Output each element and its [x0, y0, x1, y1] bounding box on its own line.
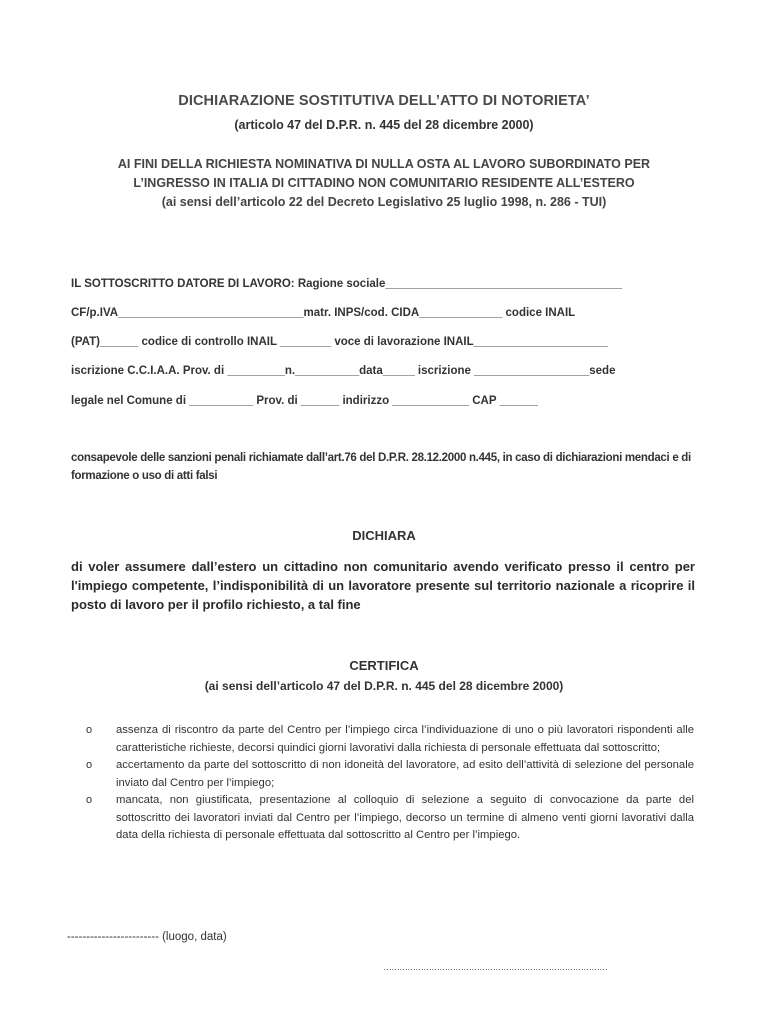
form-line-cf: CF/p.IVA_____________________________matr. INPS/cod. CIDA_____________ codice INAIL — [71, 307, 576, 319]
signature-line: ………………………………………………………………………… — [383, 962, 607, 972]
form-line-employer: IL SOTTOSCRITTO DATORE DI LAVORO: Ragione sociale_____________________________________ — [71, 278, 623, 290]
form-line-pat: (PAT)______ codice di controllo INAIL ________ voce di lavorazione INAIL_____________________ — [71, 336, 608, 348]
list-item — [86, 757, 694, 792]
certifica-list — [86, 722, 694, 845]
place-date-field: ------------------------ (luogo, data) — [67, 931, 227, 943]
dichiara-text: di voler assumere dall’estero un cittadino non comunitario avendo verificato presso il centro per l'impiego competente, l’indisponibilità di un lavoratore presente sul territorio nazionale a ricoprire il posto di lavoro per il profilo richiesto, a tal fine — [71, 559, 695, 612]
bullet-icon: o — [86, 759, 93, 771]
purpose-line-3: (ai sensi dell’articolo 22 del Decreto Legislativo 25 luglio 1998, n. 286 - TUI) — [161, 195, 607, 209]
form-line-cciaa: iscrizione C.C.I.A.A. Prov. di _________n.__________data_____ iscrizione __________________sede — [71, 365, 616, 377]
list-item — [86, 722, 694, 757]
document-subtitle: (articolo 47 del D.P.R. n. 445 del 28 dicembre 2000) — [234, 118, 534, 132]
bullet-icon: o — [86, 794, 93, 806]
form-line-address: legale nel Comune di __________ Prov. di ______ indirizzo ____________ CAP ______ — [71, 395, 538, 407]
certifica-subheading: (ai sensi dell’articolo 47 del D.P.R. n. 445 del 28 dicembre 2000) — [204, 679, 564, 693]
dichiara-heading: DICHIARA — [352, 528, 416, 543]
purpose-line-1: AI FINI DELLA RICHIESTA NOMINATIVA DI NULLA OSTA AL LAVORO SUBORDINATO PER — [117, 157, 651, 171]
list-item — [86, 792, 694, 845]
awareness-statement: consapevole delle sanzioni penali richiamate dall’art.76 del D.P.R. 28.12.2000 n.445, in caso di dichiarazioni mendaci e di formazione o uso di atti falsi — [71, 452, 691, 482]
purpose-line-2: L’INGRESSO IN ITALIA DI CITTADINO NON COMUNITARIO RESIDENTE ALL’ESTERO — [133, 176, 635, 190]
bullet-icon: o — [86, 724, 93, 736]
list-item-text: assenza di riscontro da parte del Centro per l’impiego circa l’individuazione di uno o più lavoratori rispondenti alle caratteristiche richieste, decorsi quindici giorni lavorativi dalla richiesta di personale effettuata dal sottoscritto; — [116, 724, 694, 754]
list-item-text: accertamento da parte del sottoscritto di non idoneità del lavoratore, ad esito dell’attività di selezione del personale inviato dal Centro per l’impiego; — [116, 759, 694, 789]
document-title: DICHIARAZIONE SOSTITUTIVA DELL’ATTO DI NOTORIETA’ — [178, 93, 590, 109]
list-item-text: mancata, non giustificata, presentazione al colloquio di selezione a seguito di convocazione da parte del sottoscritto dei lavoratori inviati dal Centro per l’impiego, decorso un termine di almeno venti giorni lavorativi dalla data della richiesta di personale effettuata dal sottoscritto al Centro per l’impiego. — [116, 794, 694, 841]
purpose-heading — [40, 155, 728, 212]
certifica-heading: CERTIFICA — [349, 658, 419, 673]
